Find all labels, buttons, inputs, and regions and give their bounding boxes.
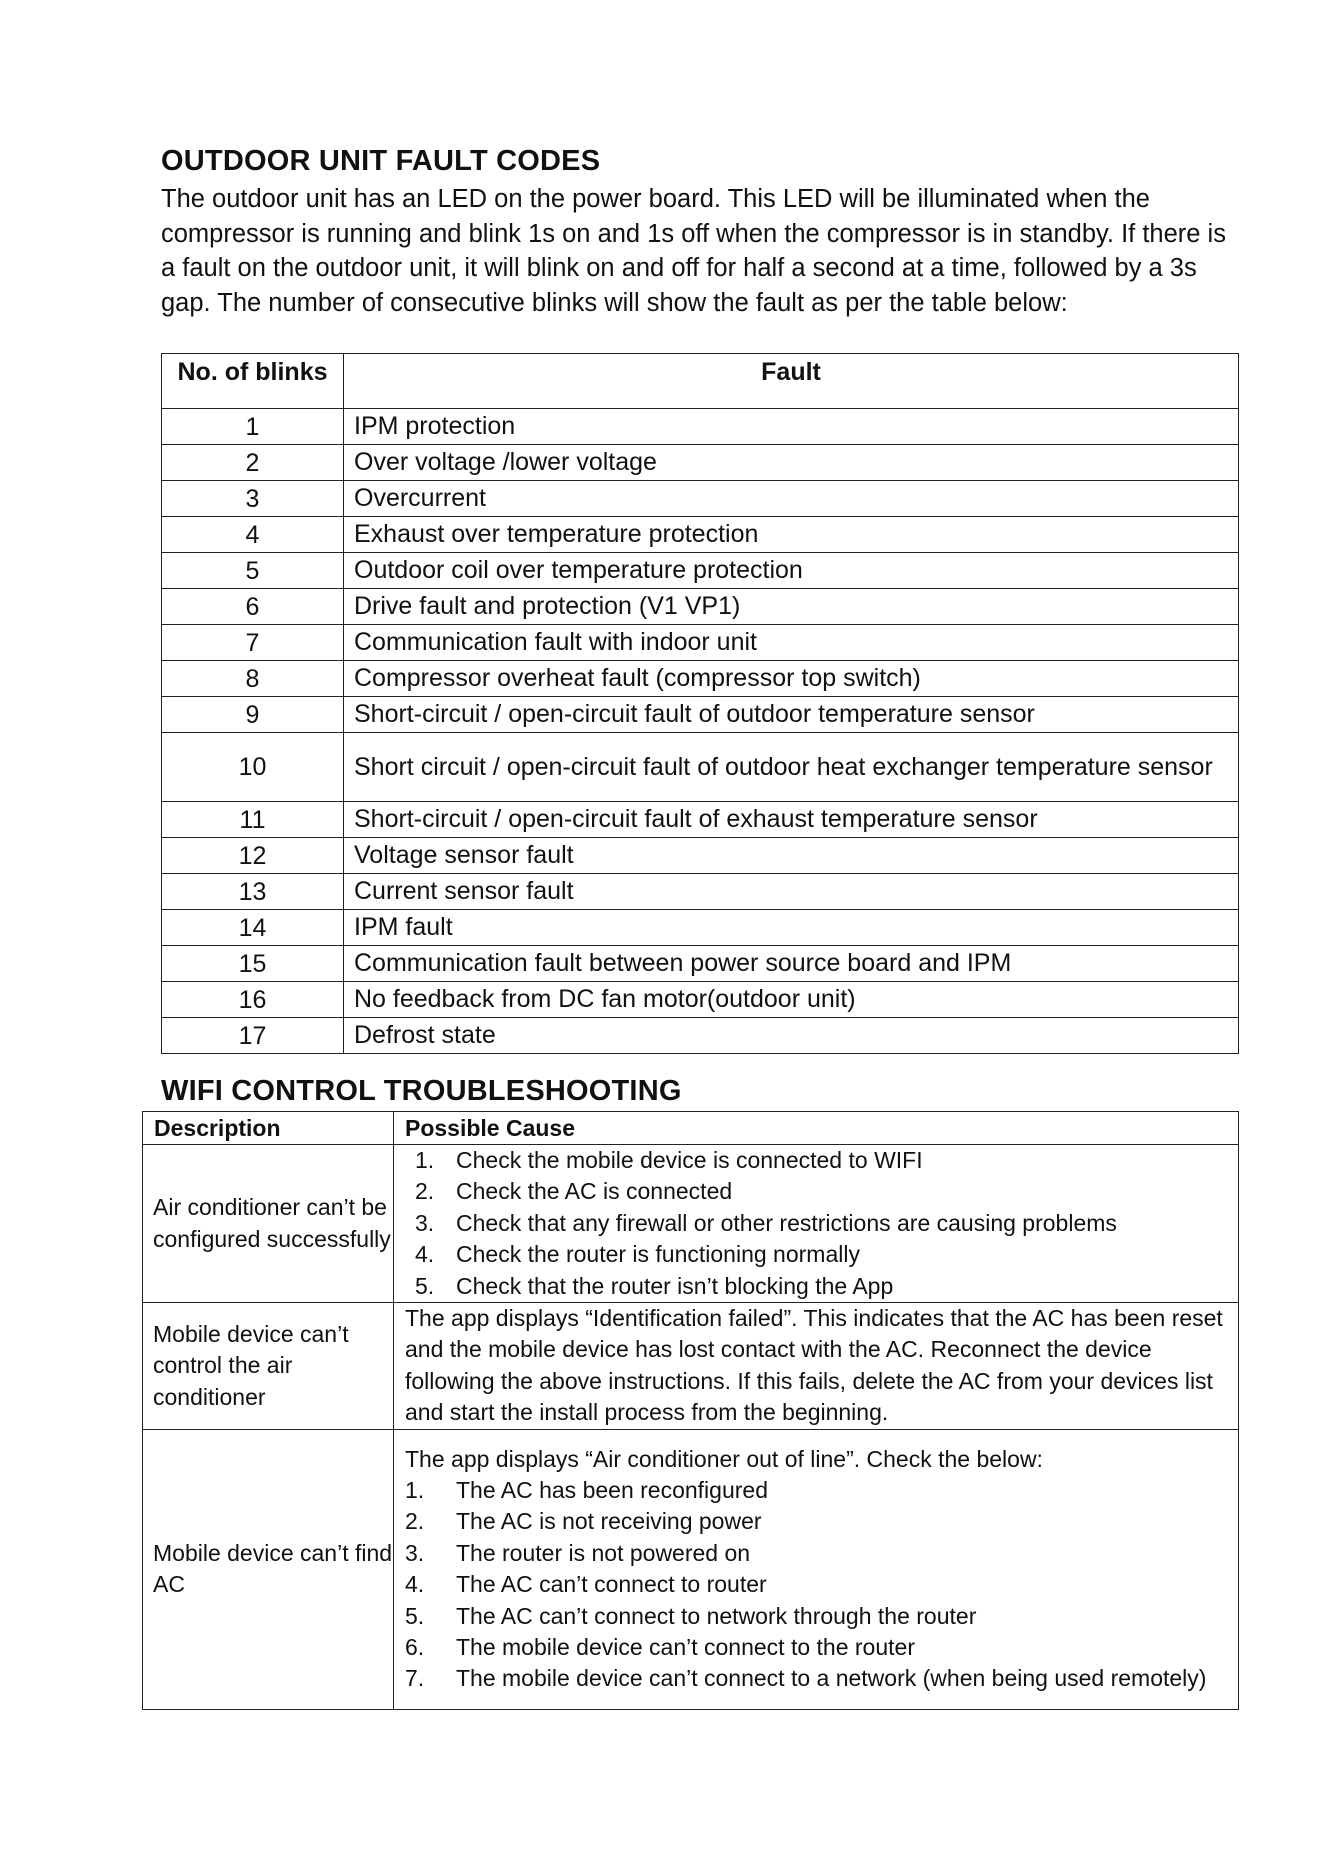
table-row <box>162 910 1239 946</box>
row-description: Mobile device can’t find AC <box>143 1429 394 1709</box>
wifi-troubleshooting-heading: WIFI CONTROL TROUBLESHOOTING <box>161 1075 682 1107</box>
list-item: 7. The mobile device can’t connect to a network (when being used remotely) <box>405 1665 1207 1692</box>
column-header-blinks: No. of blinks <box>162 354 344 409</box>
blink-count-cell: 15 <box>162 946 344 982</box>
blink-count-cell: 8 <box>162 661 344 697</box>
fault-description-cell: Short-circuit / open-circuit fault of exhaust temperature sensor <box>344 802 1239 838</box>
fault-description-cell: No feedback from DC fan motor(outdoor unit) <box>344 982 1239 1018</box>
table-header-row <box>143 1112 1239 1145</box>
fault-description-cell: Exhaust over temperature protection <box>344 517 1239 553</box>
table-row <box>162 802 1239 838</box>
fault-description-cell: IPM protection <box>344 409 1239 445</box>
blink-count-cell: 1 <box>162 409 344 445</box>
blink-count-cell: 7 <box>162 625 344 661</box>
table-row <box>162 982 1239 1018</box>
column-header-possible-cause: Possible Cause <box>394 1112 1239 1145</box>
list-item: 2. The AC is not receiving power <box>405 1508 762 1535</box>
fault-description-cell: Over voltage /lower voltage <box>344 445 1239 481</box>
blink-count-cell: 11 <box>162 802 344 838</box>
column-header-description: Description <box>143 1112 394 1145</box>
cause-list <box>405 1145 1238 1302</box>
column-header-fault: Fault <box>344 354 1239 409</box>
list-item: 1. Check the mobile device is connected to WIFI <box>415 1147 923 1173</box>
blink-count-cell: 2 <box>162 445 344 481</box>
fault-description-cell: Short-circuit / open-circuit fault of outdoor temperature sensor <box>344 697 1239 733</box>
list-item: 4. The AC can’t connect to router <box>405 1571 767 1598</box>
fault-codes-table <box>161 353 1239 1054</box>
blink-count-cell: 12 <box>162 838 344 874</box>
fault-description-cell: Current sensor fault <box>344 874 1239 910</box>
table-row <box>162 874 1239 910</box>
list-item: 3. The router is not powered on <box>405 1539 751 1566</box>
row-description: Air conditioner can’t be configured successfully <box>143 1145 394 1303</box>
row-possible-cause <box>394 1303 1239 1430</box>
fault-description-cell: Voltage sensor fault <box>344 838 1239 874</box>
row-possible-cause <box>394 1145 1239 1303</box>
fault-description-cell: Communication fault between power source board and IPM <box>344 946 1239 982</box>
table-row <box>162 409 1239 445</box>
table-row <box>162 589 1239 625</box>
list-item: 5. Check that the router isn’t blocking the App <box>415 1272 894 1299</box>
table-row <box>162 517 1239 553</box>
blink-count-cell: 9 <box>162 697 344 733</box>
table-row <box>143 1303 1239 1430</box>
list-item: 5. The AC can’t connect to network through the router <box>405 1602 977 1629</box>
cause-intro: The app displays “Air conditioner out of line”. Check the below: <box>405 1445 1043 1472</box>
table-row <box>162 553 1239 589</box>
table-row <box>162 733 1239 802</box>
table-row <box>162 1018 1239 1054</box>
list-item: 6. The mobile device can’t connect to the router <box>405 1633 915 1660</box>
fault-codes-heading: OUTDOOR UNIT FAULT CODES <box>161 145 601 177</box>
fault-description-cell: IPM fault <box>344 910 1239 946</box>
cause-list <box>405 1475 1238 1695</box>
table-row <box>143 1145 1239 1303</box>
blink-count-cell: 6 <box>162 589 344 625</box>
fault-description-cell: Drive fault and protection (V1 VP1) <box>344 589 1239 625</box>
wifi-troubleshooting-table <box>142 1111 1239 1710</box>
fault-description-cell: Overcurrent <box>344 481 1239 517</box>
list-item: 2. Check the AC is connected <box>415 1178 733 1205</box>
fault-description-cell: Outdoor coil over temperature protection <box>344 553 1239 589</box>
table-row <box>162 697 1239 733</box>
fault-description-cell: Defrost state <box>344 1018 1239 1054</box>
table-row <box>162 445 1239 481</box>
list-item: 4. Check the router is functioning normally <box>415 1241 860 1268</box>
table-header-row <box>162 354 1239 409</box>
blink-count-cell: 5 <box>162 553 344 589</box>
table-row <box>162 946 1239 982</box>
blink-count-cell: 16 <box>162 982 344 1018</box>
fault-description-cell: Compressor overheat fault (compressor top switch) <box>344 661 1239 697</box>
table-row <box>162 838 1239 874</box>
table-row <box>162 481 1239 517</box>
table-row <box>143 1429 1239 1709</box>
row-description: Mobile device can’t control the air conditioner <box>143 1303 394 1430</box>
table-row <box>162 661 1239 697</box>
blink-count-cell: 10 <box>162 733 344 802</box>
blink-count-cell: 3 <box>162 481 344 517</box>
blink-count-cell: 13 <box>162 874 344 910</box>
list-item: 1. The AC has been reconfigured <box>405 1476 768 1503</box>
blink-count-cell: 14 <box>162 910 344 946</box>
cause-paragraph: The app displays “Identification failed”. This indicates that the AC has been reset and the mobile device has lost contact with the AC. Reconnect the device following the above instructions. If this fails, delete the AC from your devices list and start the install process from the beginning. <box>405 1305 1223 1426</box>
fault-description-cell: Communication fault with indoor unit <box>344 625 1239 661</box>
fault-codes-intro: The outdoor unit has an LED on the power board. This LED will be illuminated when the compressor is running and blink 1s on and 1s off when the compressor is in standby. If there is a fault on the outdoor unit, it will blink on and off for half a second at a time, followed by a 3s gap. The number of consecutive blinks will show the fault as per the table below: <box>161 185 1226 317</box>
blink-count-cell: 17 <box>162 1018 344 1054</box>
row-possible-cause <box>394 1429 1239 1709</box>
list-item: 3. Check that any firewall or other restrictions are causing problems <box>415 1209 1117 1236</box>
fault-description-cell: Short circuit / open-circuit fault of outdoor heat exchanger temperature sensor <box>344 733 1239 802</box>
table-row <box>162 625 1239 661</box>
blink-count-cell: 4 <box>162 517 344 553</box>
